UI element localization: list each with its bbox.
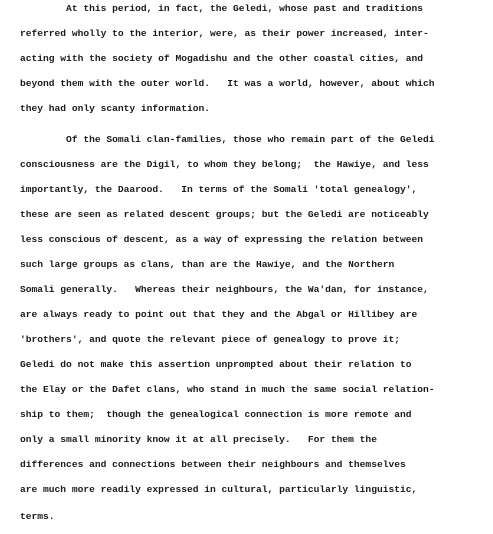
text-line-13: are always ready to point out that they and the Abgal or Hillibey are (20, 309, 418, 320)
text-line-15: Geledi do not make this assertion unprompted about their relation to (20, 359, 412, 370)
text-line-14: 'brothers', and quote the relevant piece of genealogy to prove it; (20, 334, 400, 345)
text-line-9: these are seen as related descent groups; but the Geledi are noticeably (20, 209, 429, 220)
text-line-5: they had only scanty information. (20, 103, 210, 114)
text-line-1: At this period, in fact, the Geledi, whose past and traditions (20, 3, 424, 14)
text-line-3: acting with the society of Mogadishu and the other coastal cities, and (20, 53, 424, 64)
text-line-2: referred wholly to the interior, were, as their power increased, inter- (20, 28, 429, 39)
text-line-7: consciousness are the Digil, to whom they belong; the Hawiye, and less (20, 159, 429, 170)
text-line-4: beyond them with the outer world. It was a world, however, about which (20, 78, 435, 89)
text-line-8: importantly, the Daarood. In terms of the Somali 'total genealogy', (20, 184, 418, 195)
text-line-18: only a small minority know it at all precisely. For them the (20, 434, 377, 445)
text-line-12: Somali generally. Whereas their neighbours, the Wa'dan, for instance, (20, 284, 429, 295)
text-line-21: terms. (20, 511, 55, 522)
text-line-17: ship to them; though the genealogical connection is more remote and (20, 409, 412, 420)
text-line-6: Of the Somali clan-families, those who remain part of the Geledi (20, 134, 435, 145)
text-line-20: are much more readily expressed in cultural, particularly linguistic, (20, 484, 418, 495)
text-line-19: differences and connections between their neighbours and themselves (20, 459, 406, 470)
text-line-10: less conscious of descent, as a way of expressing the relation between (20, 234, 424, 245)
text-line-11: such large groups as clans, than are the Hawiye, and the Northern (20, 259, 395, 270)
text-line-16: the Elay or the Dafet clans, who stand in much the same social relation- (20, 384, 435, 395)
